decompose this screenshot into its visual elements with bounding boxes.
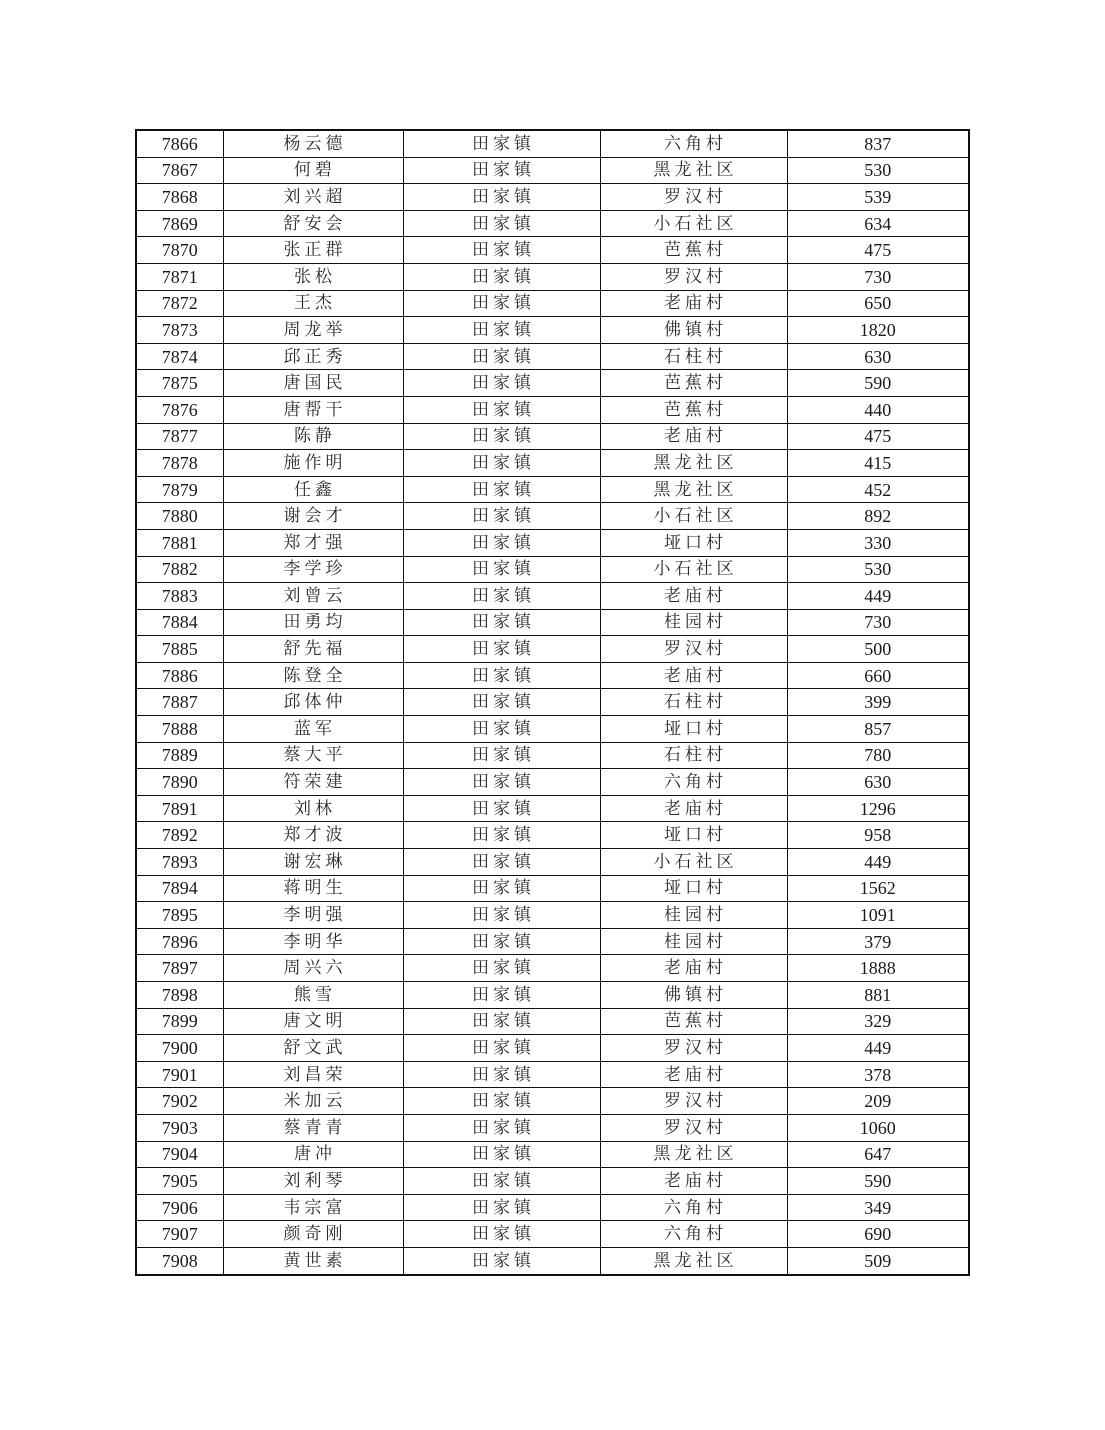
cell-village: 小石社区	[600, 210, 787, 237]
cell-name: 唐冲	[223, 1141, 403, 1168]
table-row	[136, 317, 969, 344]
cell-village: 罗汉村	[600, 1088, 787, 1115]
cell-name: 唐国民	[223, 370, 403, 397]
cell-amount: 329	[787, 1008, 969, 1035]
cell-amount: 399	[787, 689, 969, 716]
table-row	[136, 982, 969, 1009]
cell-serial-number: 7873	[136, 317, 223, 344]
cell-town: 田家镇	[403, 450, 600, 477]
cell-name: 田勇均	[223, 609, 403, 636]
cell-serial-number: 7885	[136, 636, 223, 663]
table-row	[136, 1008, 969, 1035]
cell-serial-number: 7894	[136, 875, 223, 902]
cell-town: 田家镇	[403, 290, 600, 317]
cell-town: 田家镇	[403, 875, 600, 902]
cell-amount: 378	[787, 1061, 969, 1088]
cell-serial-number: 7903	[136, 1114, 223, 1141]
cell-town: 田家镇	[403, 1141, 600, 1168]
cell-town: 田家镇	[403, 1008, 600, 1035]
cell-town: 田家镇	[403, 1035, 600, 1062]
cell-village: 罗汉村	[600, 184, 787, 211]
table-row	[136, 955, 969, 982]
cell-name: 蔡大平	[223, 742, 403, 769]
cell-serial-number: 7897	[136, 955, 223, 982]
cell-name: 蔡青青	[223, 1114, 403, 1141]
cell-town: 田家镇	[403, 689, 600, 716]
cell-amount: 650	[787, 290, 969, 317]
cell-amount: 539	[787, 184, 969, 211]
table-row	[136, 1141, 969, 1168]
cell-town: 田家镇	[403, 928, 600, 955]
cell-village: 罗汉村	[600, 263, 787, 290]
cell-name: 张松	[223, 263, 403, 290]
table-row	[136, 689, 969, 716]
cell-name: 杨云德	[223, 130, 403, 157]
cell-name: 蒋明生	[223, 875, 403, 902]
cell-amount: 449	[787, 583, 969, 610]
table-row	[136, 1114, 969, 1141]
cell-serial-number: 7908	[136, 1247, 223, 1274]
cell-amount: 440	[787, 396, 969, 423]
cell-town: 田家镇	[403, 556, 600, 583]
cell-amount: 449	[787, 1035, 969, 1062]
cell-village: 芭蕉村	[600, 1008, 787, 1035]
cell-serial-number: 7881	[136, 529, 223, 556]
cell-serial-number: 7905	[136, 1168, 223, 1195]
table-row	[136, 263, 969, 290]
cell-town: 田家镇	[403, 529, 600, 556]
cell-serial-number: 7872	[136, 290, 223, 317]
cell-amount: 500	[787, 636, 969, 663]
cell-town: 田家镇	[403, 769, 600, 796]
cell-amount: 590	[787, 1168, 969, 1195]
cell-town: 田家镇	[403, 982, 600, 1009]
cell-name: 李学珍	[223, 556, 403, 583]
cell-name: 刘林	[223, 795, 403, 822]
cell-village: 六角村	[600, 1194, 787, 1221]
cell-amount: 1296	[787, 795, 969, 822]
cell-serial-number: 7892	[136, 822, 223, 849]
cell-name: 周龙举	[223, 317, 403, 344]
cell-amount: 530	[787, 556, 969, 583]
cell-village: 垭口村	[600, 875, 787, 902]
table-row	[136, 849, 969, 876]
cell-name: 施作明	[223, 450, 403, 477]
cell-serial-number: 7869	[136, 210, 223, 237]
cell-town: 田家镇	[403, 1114, 600, 1141]
cell-serial-number: 7883	[136, 583, 223, 610]
cell-amount: 209	[787, 1088, 969, 1115]
table-row	[136, 1088, 969, 1115]
cell-town: 田家镇	[403, 1247, 600, 1274]
cell-serial-number: 7896	[136, 928, 223, 955]
cell-amount: 379	[787, 928, 969, 955]
cell-town: 田家镇	[403, 636, 600, 663]
cell-serial-number: 7890	[136, 769, 223, 796]
cell-village: 老庙村	[600, 290, 787, 317]
cell-name: 米加云	[223, 1088, 403, 1115]
cell-village: 芭蕉村	[600, 396, 787, 423]
cell-town: 田家镇	[403, 423, 600, 450]
cell-town: 田家镇	[403, 583, 600, 610]
cell-serial-number: 7880	[136, 503, 223, 530]
cell-amount: 415	[787, 450, 969, 477]
cell-village: 老庙村	[600, 1168, 787, 1195]
cell-village: 芭蕉村	[600, 237, 787, 264]
cell-village: 石柱村	[600, 742, 787, 769]
table-row	[136, 769, 969, 796]
cell-name: 郑才波	[223, 822, 403, 849]
table-row	[136, 184, 969, 211]
cell-village: 老庙村	[600, 795, 787, 822]
cell-village: 黑龙社区	[600, 476, 787, 503]
cell-village: 罗汉村	[600, 636, 787, 663]
cell-town: 田家镇	[403, 716, 600, 743]
cell-town: 田家镇	[403, 662, 600, 689]
cell-amount: 452	[787, 476, 969, 503]
table-row	[136, 343, 969, 370]
cell-name: 蓝军	[223, 716, 403, 743]
cell-amount: 1091	[787, 902, 969, 929]
cell-village: 佛镇村	[600, 982, 787, 1009]
cell-amount: 730	[787, 609, 969, 636]
cell-amount: 530	[787, 157, 969, 184]
cell-amount: 660	[787, 662, 969, 689]
cell-village: 老庙村	[600, 662, 787, 689]
cell-serial-number: 7899	[136, 1008, 223, 1035]
table-row	[136, 1035, 969, 1062]
cell-serial-number: 7877	[136, 423, 223, 450]
cell-name: 郑才强	[223, 529, 403, 556]
cell-name: 刘昌荣	[223, 1061, 403, 1088]
cell-amount: 1888	[787, 955, 969, 982]
cell-name: 符荣建	[223, 769, 403, 796]
cell-amount: 449	[787, 849, 969, 876]
cell-amount: 881	[787, 982, 969, 1009]
cell-village: 桂园村	[600, 609, 787, 636]
cell-amount: 690	[787, 1221, 969, 1248]
table-row	[136, 529, 969, 556]
cell-town: 田家镇	[403, 1168, 600, 1195]
table-row	[136, 662, 969, 689]
table-body	[136, 130, 969, 1275]
cell-serial-number: 7867	[136, 157, 223, 184]
cell-name: 刘曾云	[223, 583, 403, 610]
cell-name: 颜奇刚	[223, 1221, 403, 1248]
table-row	[136, 583, 969, 610]
cell-name: 熊雪	[223, 982, 403, 1009]
cell-town: 田家镇	[403, 184, 600, 211]
cell-amount: 1060	[787, 1114, 969, 1141]
cell-town: 田家镇	[403, 370, 600, 397]
cell-village: 石柱村	[600, 689, 787, 716]
cell-amount: 647	[787, 1141, 969, 1168]
cell-village: 垭口村	[600, 716, 787, 743]
cell-village: 桂园村	[600, 902, 787, 929]
cell-amount: 475	[787, 423, 969, 450]
cell-name: 邱体仲	[223, 689, 403, 716]
cell-serial-number: 7878	[136, 450, 223, 477]
cell-serial-number: 7868	[136, 184, 223, 211]
cell-town: 田家镇	[403, 795, 600, 822]
cell-village: 黑龙社区	[600, 450, 787, 477]
table-row	[136, 928, 969, 955]
table-row	[136, 1168, 969, 1195]
table-row	[136, 795, 969, 822]
cell-serial-number: 7887	[136, 689, 223, 716]
cell-village: 六角村	[600, 769, 787, 796]
table-row	[136, 210, 969, 237]
cell-name: 唐文明	[223, 1008, 403, 1035]
cell-village: 老庙村	[600, 423, 787, 450]
table-row	[136, 237, 969, 264]
cell-serial-number: 7900	[136, 1035, 223, 1062]
cell-village: 小石社区	[600, 503, 787, 530]
cell-serial-number: 7879	[136, 476, 223, 503]
cell-town: 田家镇	[403, 1061, 600, 1088]
cell-village: 佛镇村	[600, 317, 787, 344]
table-row	[136, 609, 969, 636]
cell-town: 田家镇	[403, 742, 600, 769]
cell-town: 田家镇	[403, 157, 600, 184]
table-row	[136, 1247, 969, 1274]
cell-name: 谢宏琳	[223, 849, 403, 876]
cell-name: 李明华	[223, 928, 403, 955]
cell-name: 舒文武	[223, 1035, 403, 1062]
cell-amount: 857	[787, 716, 969, 743]
cell-town: 田家镇	[403, 317, 600, 344]
cell-serial-number: 7882	[136, 556, 223, 583]
cell-village: 老庙村	[600, 583, 787, 610]
cell-amount: 780	[787, 742, 969, 769]
cell-serial-number: 7902	[136, 1088, 223, 1115]
cell-village: 芭蕉村	[600, 370, 787, 397]
cell-amount: 330	[787, 529, 969, 556]
cell-amount: 590	[787, 370, 969, 397]
cell-amount: 1562	[787, 875, 969, 902]
cell-town: 田家镇	[403, 396, 600, 423]
cell-village: 罗汉村	[600, 1035, 787, 1062]
cell-serial-number: 7904	[136, 1141, 223, 1168]
cell-town: 田家镇	[403, 1194, 600, 1221]
table-row	[136, 636, 969, 663]
cell-town: 田家镇	[403, 849, 600, 876]
cell-name: 谢会才	[223, 503, 403, 530]
table-row	[136, 476, 969, 503]
cell-village: 老庙村	[600, 955, 787, 982]
cell-village: 六角村	[600, 1221, 787, 1248]
cell-serial-number: 7886	[136, 662, 223, 689]
cell-amount: 630	[787, 343, 969, 370]
cell-village: 垭口村	[600, 529, 787, 556]
cell-name: 邱正秀	[223, 343, 403, 370]
cell-serial-number: 7866	[136, 130, 223, 157]
cell-town: 田家镇	[403, 822, 600, 849]
cell-town: 田家镇	[403, 503, 600, 530]
cell-town: 田家镇	[403, 902, 600, 929]
cell-serial-number: 7893	[136, 849, 223, 876]
cell-village: 黑龙社区	[600, 1141, 787, 1168]
cell-amount: 730	[787, 263, 969, 290]
table-row	[136, 556, 969, 583]
cell-serial-number: 7895	[136, 902, 223, 929]
table-row	[136, 1194, 969, 1221]
table-row	[136, 157, 969, 184]
cell-amount: 509	[787, 1247, 969, 1274]
cell-name: 舒安会	[223, 210, 403, 237]
cell-name: 任鑫	[223, 476, 403, 503]
cell-amount: 630	[787, 769, 969, 796]
cell-village: 小石社区	[600, 849, 787, 876]
cell-village: 黑龙社区	[600, 157, 787, 184]
cell-amount: 958	[787, 822, 969, 849]
cell-town: 田家镇	[403, 1221, 600, 1248]
table-row	[136, 875, 969, 902]
data-table	[135, 129, 970, 1276]
table-row	[136, 902, 969, 929]
cell-village: 小石社区	[600, 556, 787, 583]
cell-serial-number: 7888	[136, 716, 223, 743]
cell-village: 罗汉村	[600, 1114, 787, 1141]
cell-serial-number: 7871	[136, 263, 223, 290]
cell-amount: 475	[787, 237, 969, 264]
cell-name: 刘利琴	[223, 1168, 403, 1195]
cell-amount: 634	[787, 210, 969, 237]
cell-name: 张正群	[223, 237, 403, 264]
cell-village: 垭口村	[600, 822, 787, 849]
table-row	[136, 1221, 969, 1248]
cell-serial-number: 7875	[136, 370, 223, 397]
cell-town: 田家镇	[403, 130, 600, 157]
cell-village: 黑龙社区	[600, 1247, 787, 1274]
table-row	[136, 290, 969, 317]
cell-name: 黄世素	[223, 1247, 403, 1274]
cell-town: 田家镇	[403, 1088, 600, 1115]
table-row	[136, 423, 969, 450]
cell-serial-number: 7870	[136, 237, 223, 264]
table-row	[136, 370, 969, 397]
cell-name: 刘兴超	[223, 184, 403, 211]
cell-town: 田家镇	[403, 955, 600, 982]
cell-serial-number: 7906	[136, 1194, 223, 1221]
table-row	[136, 742, 969, 769]
cell-name: 陈登全	[223, 662, 403, 689]
cell-serial-number: 7907	[136, 1221, 223, 1248]
cell-name: 周兴六	[223, 955, 403, 982]
cell-serial-number: 7898	[136, 982, 223, 1009]
cell-serial-number: 7889	[136, 742, 223, 769]
cell-village: 老庙村	[600, 1061, 787, 1088]
cell-name: 李明强	[223, 902, 403, 929]
table-row	[136, 396, 969, 423]
cell-town: 田家镇	[403, 476, 600, 503]
cell-village: 石柱村	[600, 343, 787, 370]
cell-name: 何碧	[223, 157, 403, 184]
cell-serial-number: 7884	[136, 609, 223, 636]
table-row	[136, 1061, 969, 1088]
cell-serial-number: 7901	[136, 1061, 223, 1088]
table-row	[136, 130, 969, 157]
cell-village: 桂园村	[600, 928, 787, 955]
cell-village: 六角村	[600, 130, 787, 157]
cell-amount: 1820	[787, 317, 969, 344]
cell-amount: 349	[787, 1194, 969, 1221]
cell-amount: 837	[787, 130, 969, 157]
cell-name: 唐帮干	[223, 396, 403, 423]
cell-town: 田家镇	[403, 343, 600, 370]
cell-name: 韦宗富	[223, 1194, 403, 1221]
cell-town: 田家镇	[403, 263, 600, 290]
table-row	[136, 503, 969, 530]
cell-name: 陈静	[223, 423, 403, 450]
cell-serial-number: 7876	[136, 396, 223, 423]
cell-town: 田家镇	[403, 210, 600, 237]
cell-town: 田家镇	[403, 609, 600, 636]
cell-serial-number: 7891	[136, 795, 223, 822]
cell-name: 王杰	[223, 290, 403, 317]
cell-serial-number: 7874	[136, 343, 223, 370]
cell-name: 舒先福	[223, 636, 403, 663]
table-row	[136, 450, 969, 477]
table-row	[136, 716, 969, 743]
cell-town: 田家镇	[403, 237, 600, 264]
cell-amount: 892	[787, 503, 969, 530]
table-row	[136, 822, 969, 849]
